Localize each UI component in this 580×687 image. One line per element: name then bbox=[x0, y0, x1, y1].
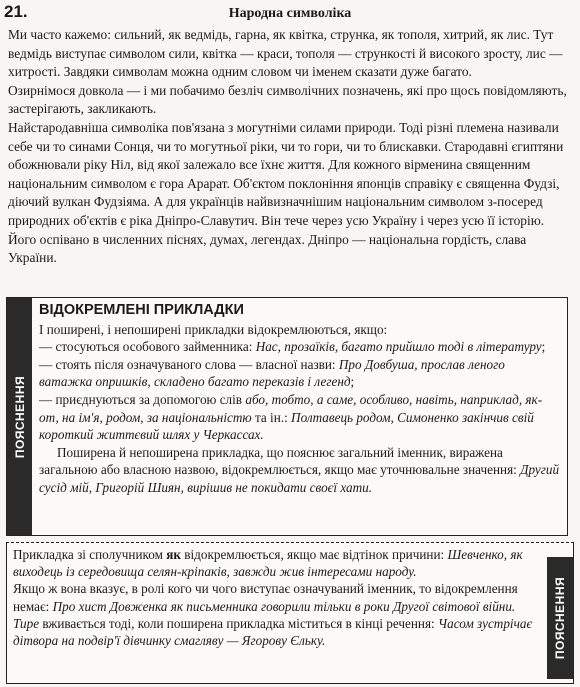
rule-1-example: Нас, прозаїків, багато прийшло тоді в літературу bbox=[255, 339, 542, 355]
rule-dash-example: Часом зустрічає дітвора на подвір'ї дівчинку смагляву — Ягорову Єльку. bbox=[13, 615, 533, 649]
exercise-paragraph-2: Озирнімося довкола — і ми побачимо безліч символічних позначень, які про щось повідомляють, застерігають, закликають. bbox=[8, 82, 567, 117]
rule-2-end: ; bbox=[350, 374, 355, 390]
explanation-content bbox=[39, 302, 561, 497]
rule-dash-text: вживається тоді, коли поширена прикладка міститься в кінці речення: bbox=[39, 615, 439, 631]
rule-2-text: — стоять після означуваного слова — власної назви: bbox=[39, 356, 339, 372]
explanation-box-appositions bbox=[6, 297, 568, 536]
explanation-header: ВІДОКРЕМЛЕНІ ПРИКЛАДКИ bbox=[39, 302, 244, 318]
side-label-2: ПОЯСНЕННЯ bbox=[553, 576, 567, 660]
rule-3-text-b: та ін.: bbox=[251, 409, 292, 425]
rule-4-text: Поширена й непоширена прикладка, що пояснює загальний іменник, виражена загальною або власною назвою, відокремлюється, якщо має уточнювальне значення: bbox=[39, 444, 521, 478]
rule-dash-word: Тире bbox=[13, 615, 40, 631]
rule-3-example: Полтавець родом, Симоненко закінчив свій короткий життєвий шлях у Черкассах. bbox=[39, 409, 534, 443]
rule-1 bbox=[39, 338, 561, 356]
side-label-bar-2 bbox=[547, 557, 573, 679]
rule-3-words: або, тобто, а саме, особливо, навіть, наприклад, як-от, на ім'я, родом, за національністю bbox=[39, 391, 543, 425]
rule-no-separation-text: Якщо ж вона вказує, в ролі кого чи чого виступає означуваний іменник, то відокремлення немає: bbox=[13, 581, 518, 614]
rule-no-separation-example: Про хист Довженка як письменника говорили тільки в роки Другої світової війни. bbox=[52, 598, 516, 614]
rule-4 bbox=[39, 444, 561, 497]
exercise-paragraph-1: Ми часто кажемо: сильний, як ведмідь, гарна, як квітка, струнка, як тополя, хитрий, як лис. Тут ведмідь виступає символом сили, квітка — краси, тополя — стрункості й високого зросту, лис — хитрості. Завдяки символам можна одним словом чи іменем сказати дуже багато. bbox=[8, 27, 563, 80]
rule-3-text: — приєднуються за допомогою слів bbox=[39, 391, 246, 407]
rule-dash bbox=[13, 615, 543, 649]
rule-as-word: як bbox=[166, 547, 181, 562]
explanation-box-as-conjunction bbox=[6, 542, 574, 684]
rule-2-example: Про Довбуша, прослав леного ватажка опришків, складено багато переказів і легенд bbox=[39, 356, 505, 390]
exercise-title: Народна символіка bbox=[228, 6, 352, 21]
rule-as-example: Шевченко, як виходець із середовища селян-кріпаків, завжди жив інтересами народу. bbox=[13, 547, 523, 580]
explanation-intro: І поширені, і непоширені прикладки відокремлюються, якщо: bbox=[39, 321, 388, 337]
rule-2 bbox=[39, 356, 561, 391]
exercise-paragraph-3: Найстародавніша символіка пов'язана з могутніми силами природи. Тоді різні племена називали себе чи то синами Сонця, чи то могутньої ріки, чи то гори, чи то блискавки. Стародавні єгиптяни обожнювали ріку Ніл, від якої залежало все їхнє життя. Для кожного вірменина священним національним символом є гора Арарат. Об'єктом поклоніння японців справіку є священна Фудзі, діючий вулкан Фудзіяма. А для українців найвизначнішим національним символом з-посеред природних об'єктів є ріка Дніпро-Славутич. Він тече через усю Україну і через усю її історію. Його оспівано в численних піснях, думах, легендах. Дніпро — національна гордість, слава України. bbox=[8, 119, 564, 266]
rule-as-text: Прикладка зі сполучником bbox=[13, 547, 167, 562]
explanation-content-2 bbox=[13, 546, 543, 649]
rule-as-text-b: відокремлюється, якщо має відтінок причини: bbox=[180, 547, 448, 562]
side-label-bar bbox=[7, 298, 32, 535]
rule-1-text: — стосуються особового займенника: bbox=[39, 339, 256, 355]
side-label: ПОЯСНЕННЯ bbox=[12, 375, 27, 458]
exercise-text bbox=[8, 26, 572, 268]
rule-4-example: Другий сусід мій, Григорій Шиян, вирішив не покидати своєї хати. bbox=[39, 462, 560, 495]
exercise-number: 21. bbox=[4, 2, 28, 21]
rule-no-separation bbox=[13, 580, 543, 614]
rule-1-end: ; bbox=[541, 339, 546, 355]
rule-3 bbox=[39, 391, 561, 444]
rule-as bbox=[13, 546, 543, 580]
